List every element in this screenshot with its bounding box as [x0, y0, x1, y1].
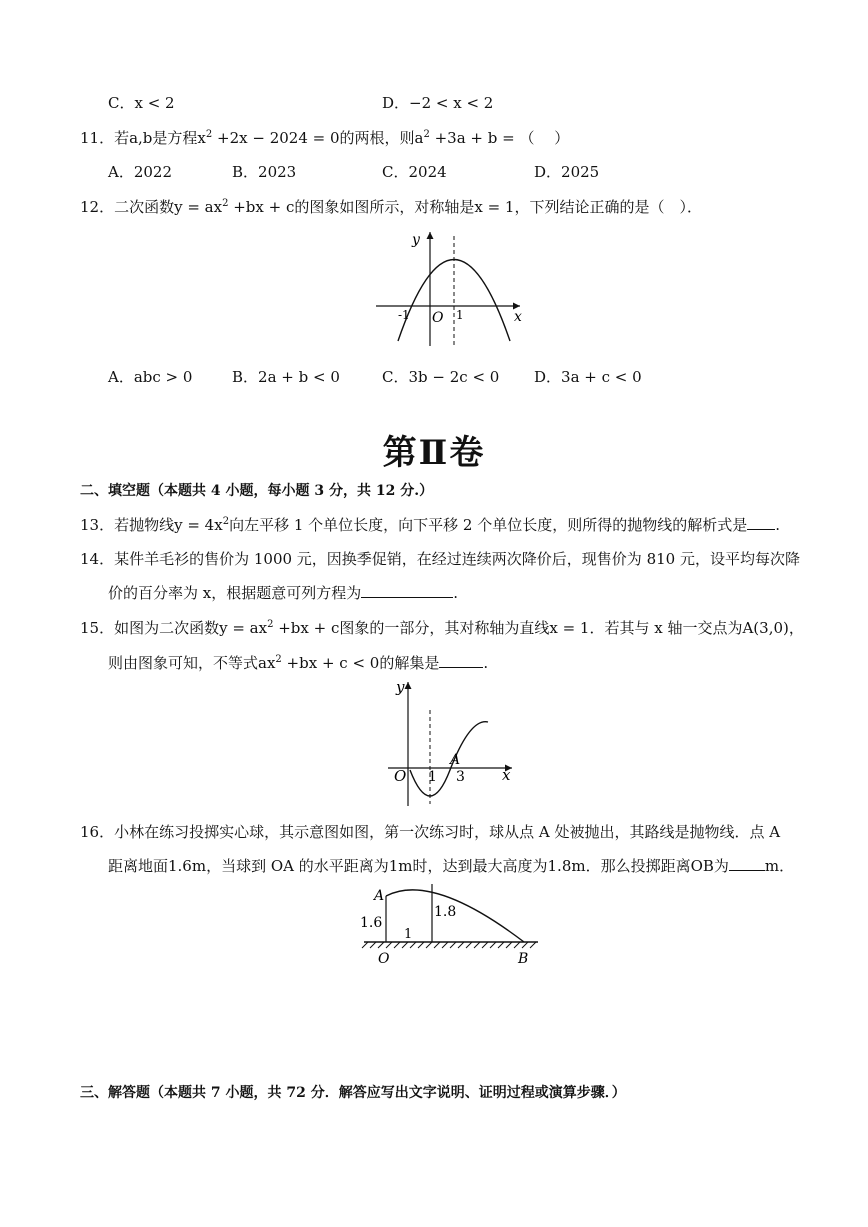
q11-stem-b: +2x − 2024 = 0的两根，则a — [212, 129, 424, 147]
q15-parabola-curve — [410, 722, 488, 796]
q15-text-1a: 如图为二次函数y = ax — [114, 619, 268, 637]
q14-number: 14． — [80, 550, 115, 568]
q16-ground-hatching — [362, 942, 536, 948]
q15-text-2a: 则由图象可知，不等式ax — [108, 654, 276, 672]
q12-option-a: A．abc > 0 — [108, 368, 193, 386]
q15-sup-1: 2 — [267, 619, 274, 630]
q10-option-c: C．x < 2 — [108, 94, 175, 112]
q12-sup: 2 — [222, 198, 229, 209]
q12-stem-b: +bx + c的图象如图所示，对称轴是x = 1，下列结论正确的是（ ）． — [228, 198, 702, 216]
q15-line1 — [80, 617, 804, 638]
q11-stem — [80, 127, 569, 148]
q16-line2 — [108, 855, 794, 876]
q11-option-b: B．2023 — [232, 163, 297, 181]
q15-sup-2: 2 — [275, 654, 282, 665]
part2-title: 第Ⅱ卷 — [382, 433, 486, 473]
q13-stem-b: 向左平移 1 个单位长度，向下平移 2 个单位长度，则所得的抛物线的解析式是 — [229, 516, 748, 534]
q11-number: 11． — [80, 129, 115, 147]
q16-throw-diagram — [356, 880, 546, 970]
q14-line2 — [108, 582, 458, 603]
q14-line1 — [80, 548, 800, 569]
q16-line1 — [80, 821, 780, 842]
q14-answer-blank[interactable] — [361, 583, 453, 598]
q16-label-a: A — [374, 888, 385, 904]
q12-y-label: y — [412, 232, 420, 248]
q12-parabola-graph — [370, 226, 530, 350]
q16-label-1: 1 — [404, 927, 413, 942]
q15-origin-label: O — [394, 767, 407, 785]
q13-period: . — [775, 516, 781, 534]
q15-parabola-graph — [384, 674, 524, 810]
q12-stem — [80, 196, 702, 217]
q15-y-label: y — [396, 678, 405, 696]
q13-answer-blank[interactable] — [747, 515, 775, 530]
q12-stem-a: 二次函数y = ax — [114, 198, 223, 216]
q11-option-a: A．2022 — [108, 163, 173, 181]
section3-heading: 三、解答题（本题共 7 小题，共 72 分．解答应写出文字说明、证明过程或演算步骤．） — [80, 1085, 626, 1101]
q13-stem — [80, 514, 780, 535]
q11-sup-1: 2 — [205, 129, 213, 140]
q16-label-1-6: 1.6 — [360, 915, 383, 931]
q16-label-b: B — [518, 951, 529, 967]
q12-option-c: C．3b − 2c < 0 — [382, 368, 500, 386]
q15-number: 15． — [80, 619, 115, 637]
q11-stem-c: +3a + b = （ ） — [429, 129, 570, 147]
q11-option-d: D．2025 — [534, 163, 600, 181]
q10-option-d: D．−2 < x < 2 — [382, 94, 494, 112]
q12-option-d: D．3a + c < 0 — [534, 368, 642, 386]
q11-sup-2: 2 — [423, 129, 430, 140]
q15-answer-blank[interactable] — [439, 653, 483, 668]
q15-text-2b: +bx + c < 0的解集是 — [281, 654, 440, 672]
q16-text-2a: 距离地面1.6m，当球到 OA 的水平距离为1m时，达到最大高度为1.8m．那么投掷距离OB为 — [108, 857, 729, 875]
q15-tick-1: 1 — [428, 769, 437, 785]
q15-period: . — [483, 654, 489, 672]
q11-stem-a: 若a,b是方程x — [114, 129, 206, 147]
q12-x-label: x — [514, 309, 522, 325]
q15-x-label: x — [502, 766, 511, 784]
q15-point-a-label: A — [450, 752, 461, 768]
q13-number: 13． — [80, 516, 115, 534]
q12-origin-label: O — [432, 310, 444, 326]
q12-number: 12． — [80, 198, 115, 216]
q16-text-2b: m． — [764, 857, 795, 875]
q13-stem-a: 若抛物线y = 4x — [114, 516, 223, 534]
q16-answer-blank[interactable] — [729, 856, 765, 871]
q12-option-b: B．2a + b < 0 — [232, 368, 340, 386]
q12-tick-1: 1 — [456, 308, 464, 322]
q16-number: 16． — [80, 823, 115, 841]
q16-label-o: O — [378, 951, 390, 967]
q16-label-1-8: 1.8 — [434, 904, 457, 920]
q13-sup: 2 — [222, 516, 230, 527]
q14-period: . — [453, 584, 459, 602]
q12-tick-neg1: -1 — [398, 308, 410, 322]
q14-text-1: 某件羊毛衫的售价为 1000 元，因换季促销，在经过连续两次降价后，现售价为 810 元，设平均每次降 — [114, 550, 800, 568]
q15-text-1b: +bx + c图象的一部分，其对称轴为直线x = 1．若其与 x 轴一交点为A(3,0)， — [273, 619, 804, 637]
q15-line2 — [108, 652, 488, 673]
q11-option-c: C．2024 — [382, 163, 447, 181]
q14-text-2: 价的百分率为 x，根据题意可列方程为 — [108, 584, 362, 602]
q16-text-1: 小林在练习投掷实心球，其示意图如图，第一次练习时，球从点 A 处被抛出，其路线是抛物线．点 A — [114, 823, 781, 841]
q15-tick-3: 3 — [456, 769, 465, 785]
section2-heading: 二、填空题（本题共 4 小题，每小题 3 分，共 12 分.） — [80, 483, 434, 499]
